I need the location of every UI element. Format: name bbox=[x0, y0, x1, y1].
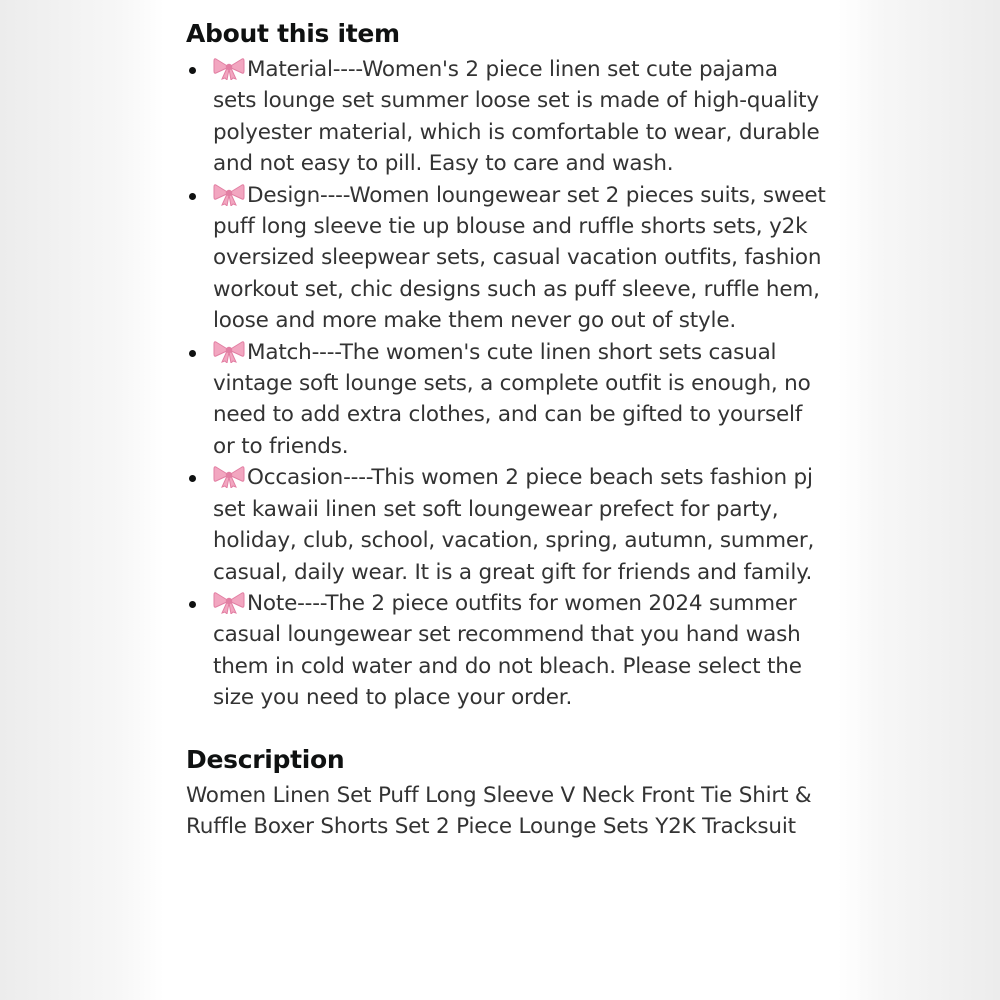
description-heading: Description bbox=[186, 744, 345, 774]
pink-bow-icon bbox=[213, 464, 245, 488]
feature-bullet-text: Match----The women's cute linen short sets casual vintage soft lounge sets, a complete outfit is enough, no need to add extra clothes, and can be gifted to yourself or to friends. bbox=[213, 339, 811, 459]
feature-bullet-text: Material----Women's 2 piece linen set cute pajama sets lounge set summer loose set is made of high-quality polyester material, which is comfortable to wear, durable and not easy to pill. Easy to care and wash. bbox=[213, 57, 820, 177]
bullet-dot-icon bbox=[189, 193, 196, 200]
product-details-content bbox=[186, 14, 826, 842]
feature-bullet-text: Design----Women loungewear set 2 pieces suits, sweet puff long sleeve tie up blouse and ruffle shorts sets, y2k oversized sleepwear sets, casual vacation outfits, fashion workout set, chic designs such as puff sleeve, ruffle hem, loose and more make them never go out of style. bbox=[213, 182, 826, 334]
feature-bullet-list bbox=[186, 54, 826, 714]
feature-bullet-occasion bbox=[186, 462, 826, 588]
description-text: Women Linen Set Puff Long Sleeve V Neck Front Tie Shirt & Ruffle Boxer Shorts Set 2 Piece Lounge Sets Y2K Tracksuit bbox=[186, 782, 812, 839]
pink-bow-icon bbox=[213, 182, 245, 206]
feature-bullet-match bbox=[186, 337, 826, 463]
pink-bow-icon bbox=[213, 590, 245, 614]
feature-bullet-text: Occasion----This women 2 piece beach sets fashion pj set kawaii linen set soft loungewear prefect for party, holiday, club, school, vacation, spring, autumn, summer, casual, daily wear. It is a great gift for friends and family. bbox=[213, 465, 815, 585]
about-this-item-section bbox=[186, 14, 826, 714]
about-this-item-heading: About this item bbox=[186, 19, 400, 48]
description-section bbox=[186, 740, 826, 842]
feature-bullet-design bbox=[186, 180, 826, 337]
feature-bullet-note bbox=[186, 588, 826, 714]
bullet-dot-icon bbox=[189, 601, 196, 608]
pink-bow-icon bbox=[213, 56, 245, 80]
bullet-dot-icon bbox=[189, 67, 196, 74]
feature-bullet-text: Note----The 2 piece outfits for women 2024 summer casual loungewear set recommend that you hand wash them in cold water and do not bleach. Please select the size you need to place your order. bbox=[213, 590, 802, 711]
pink-bow-icon bbox=[213, 339, 245, 363]
bullet-dot-icon bbox=[189, 475, 196, 482]
bullet-dot-icon bbox=[189, 350, 196, 357]
feature-bullet-material bbox=[186, 54, 826, 180]
